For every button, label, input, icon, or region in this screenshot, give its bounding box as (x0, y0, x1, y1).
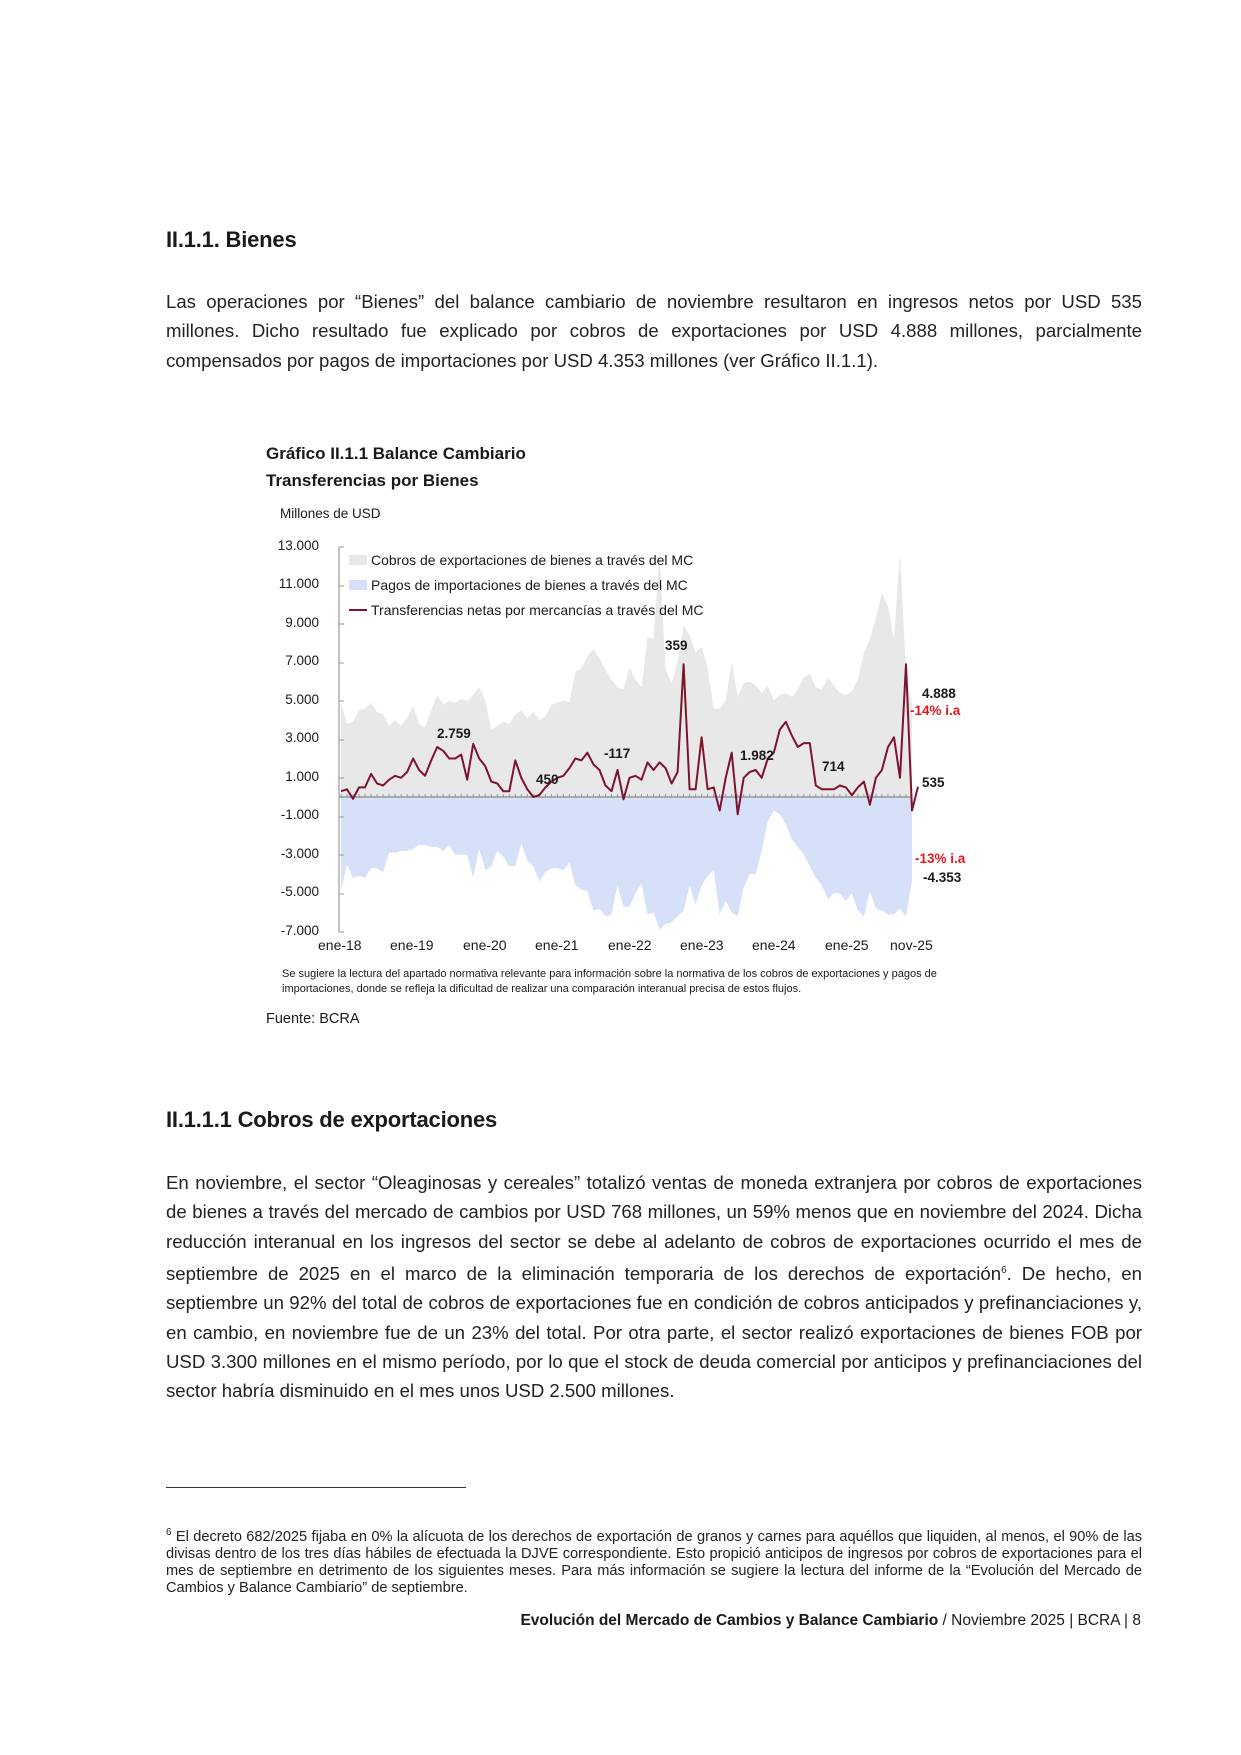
subsection-title: II.1.1.1 Cobros de exportaciones (166, 1107, 498, 1132)
figure-title-line2: Transferencias por Bienes (266, 471, 479, 490)
exports-last-label: 4.888 (922, 686, 956, 701)
legend-label: Transferencias netas por mercancías a través del MC (371, 601, 704, 618)
exports-yoy-label: -14% i.a (910, 703, 961, 718)
legend-label: Pagos de importaciones de bienes a través del MC (371, 576, 688, 593)
figure-source: Fuente: BCRA (266, 1011, 360, 1027)
footnote-number: 6 (166, 1527, 172, 1538)
y-tick: -3.000 (280, 846, 319, 861)
paragraph-text: . De hecho, en septiembre un 92% del total de cobros de exportaciones fue en condición de cobros anticipados y prefinanciaciones y, en cambio, en noviembre fue de un 23% del total. Por otra parte, el sector realizó exportaciones de bienes FOB por USD 3.300 millones en el mismo período, por lo que el stock de deuda comercial por anticipos y prefinanciaciones del sector habría disminuido en el mes unos USD 2.500 millones. (166, 1263, 1142, 1402)
data-label: 450 (536, 772, 559, 787)
x-tick: ene-20 (463, 937, 507, 953)
x-tick: ene-21 (535, 937, 579, 953)
legend-label: Cobros de exportaciones de bienes a través del MC (371, 551, 694, 568)
imports-swatch-icon (349, 580, 367, 590)
x-tick: ene-22 (608, 937, 652, 953)
exports-swatch-icon (349, 555, 367, 565)
figure-title-line1: Gráfico II.1.1 Balance Cambiario (266, 444, 526, 463)
footnote-text: El decreto 682/2025 fijaba en 0% la alícuota de los derechos de exportación de granos y carnes para aquéllos que liquiden, al menos, el 90% de las divisas dentro de los tres días hábiles de efectuada la DJVE correspondiente. Esto propició anticipos de ingresos por cobros de exportaciones para el mes de septiembre en detrimento de los siguientes meses. Para más información se sugiere la lectura del informe de la “Evolución del Mercado de Cambios y Balance Cambiario” de septiembre. (166, 1528, 1142, 1596)
y-tick: 1.000 (285, 769, 319, 784)
x-tick: ene-25 (825, 937, 869, 953)
x-tick: nov-25 (890, 937, 933, 953)
x-tick: ene-23 (680, 937, 724, 953)
intro-paragraph: Las operaciones por “Bienes” del balance cambiario de noviembre resultaron en ingresos netos por USD 535 millones. Dicho resultado fue explicado por cobros de exportaciones por USD 4.888 millones, parcialmente compensados por pagos de importaciones por USD 4.353 millones (ver Gráfico II.1.1). (166, 291, 1142, 371)
y-tick: 7.000 (285, 653, 319, 668)
legend-item-exports (349, 547, 704, 572)
y-axis-units: Millones de USD (280, 506, 381, 521)
footnote-divider (166, 1487, 466, 1488)
legend-item-imports (349, 572, 704, 597)
footer-page-info: / Noviembre 2025 | BCRA | 8 (938, 1612, 1141, 1629)
y-tick: 11.000 (278, 576, 319, 591)
y-tick: -7.000 (280, 923, 319, 938)
data-label: 1.982 (740, 748, 774, 763)
footnote-reference[interactable]: 6 (1001, 1264, 1007, 1276)
y-tick: -1.000 (280, 807, 319, 822)
footer-report-title: Evolución del Mercado de Cambios y Balance Cambiario (520, 1612, 939, 1629)
figure-note: Se sugiere la lectura del apartado normativa relevante para información sobre la normativa de los cobros de exportaciones y pagos de importaciones, donde se refleja la dificultad de realizar una comparación interanual precisa de estos flujos. (282, 968, 937, 995)
footnote (166, 1524, 1142, 1597)
data-label: 2.759 (437, 726, 471, 741)
chart-legend (349, 547, 704, 622)
page-footer (520, 1612, 1141, 1630)
y-tick: 5.000 (285, 692, 319, 707)
imports-yoy-label: -13% i.a (915, 851, 966, 866)
data-label: -117 (604, 746, 631, 761)
data-label: 714 (822, 759, 845, 774)
net-last-label: 535 (922, 775, 945, 790)
y-tick: 9.000 (285, 615, 319, 630)
data-label: 359 (665, 638, 688, 653)
y-tick: -5.000 (280, 884, 319, 899)
imports-area (341, 797, 912, 930)
net-line-swatch-icon (349, 609, 367, 611)
x-tick: ene-18 (318, 937, 362, 953)
imports-last-label: -4.353 (923, 870, 962, 885)
subsection-paragraph (166, 1168, 1142, 1406)
x-tick: ene-19 (390, 937, 434, 953)
section-title: II.1.1. Bienes (166, 227, 297, 252)
paragraph-text: En noviembre, el sector “Oleaginosas y cereales” totalizó ventas de moneda extranjera por cobros de exportaciones de bienes a través del mercado de cambios por USD 768 millones, un 59% menos que en noviembre del 2024. Dicha reducción interanual en los ingresos del sector se debe al adelanto de cobros de exportaciones ocurrido el mes de septiembre de 2025 en el marco de la eliminación temporaria de los derechos de exportación (166, 1172, 1142, 1285)
x-tick: ene-24 (752, 937, 796, 953)
y-tick: 13.000 (277, 538, 319, 553)
y-tick: 3.000 (285, 730, 319, 745)
legend-item-net (349, 597, 704, 622)
